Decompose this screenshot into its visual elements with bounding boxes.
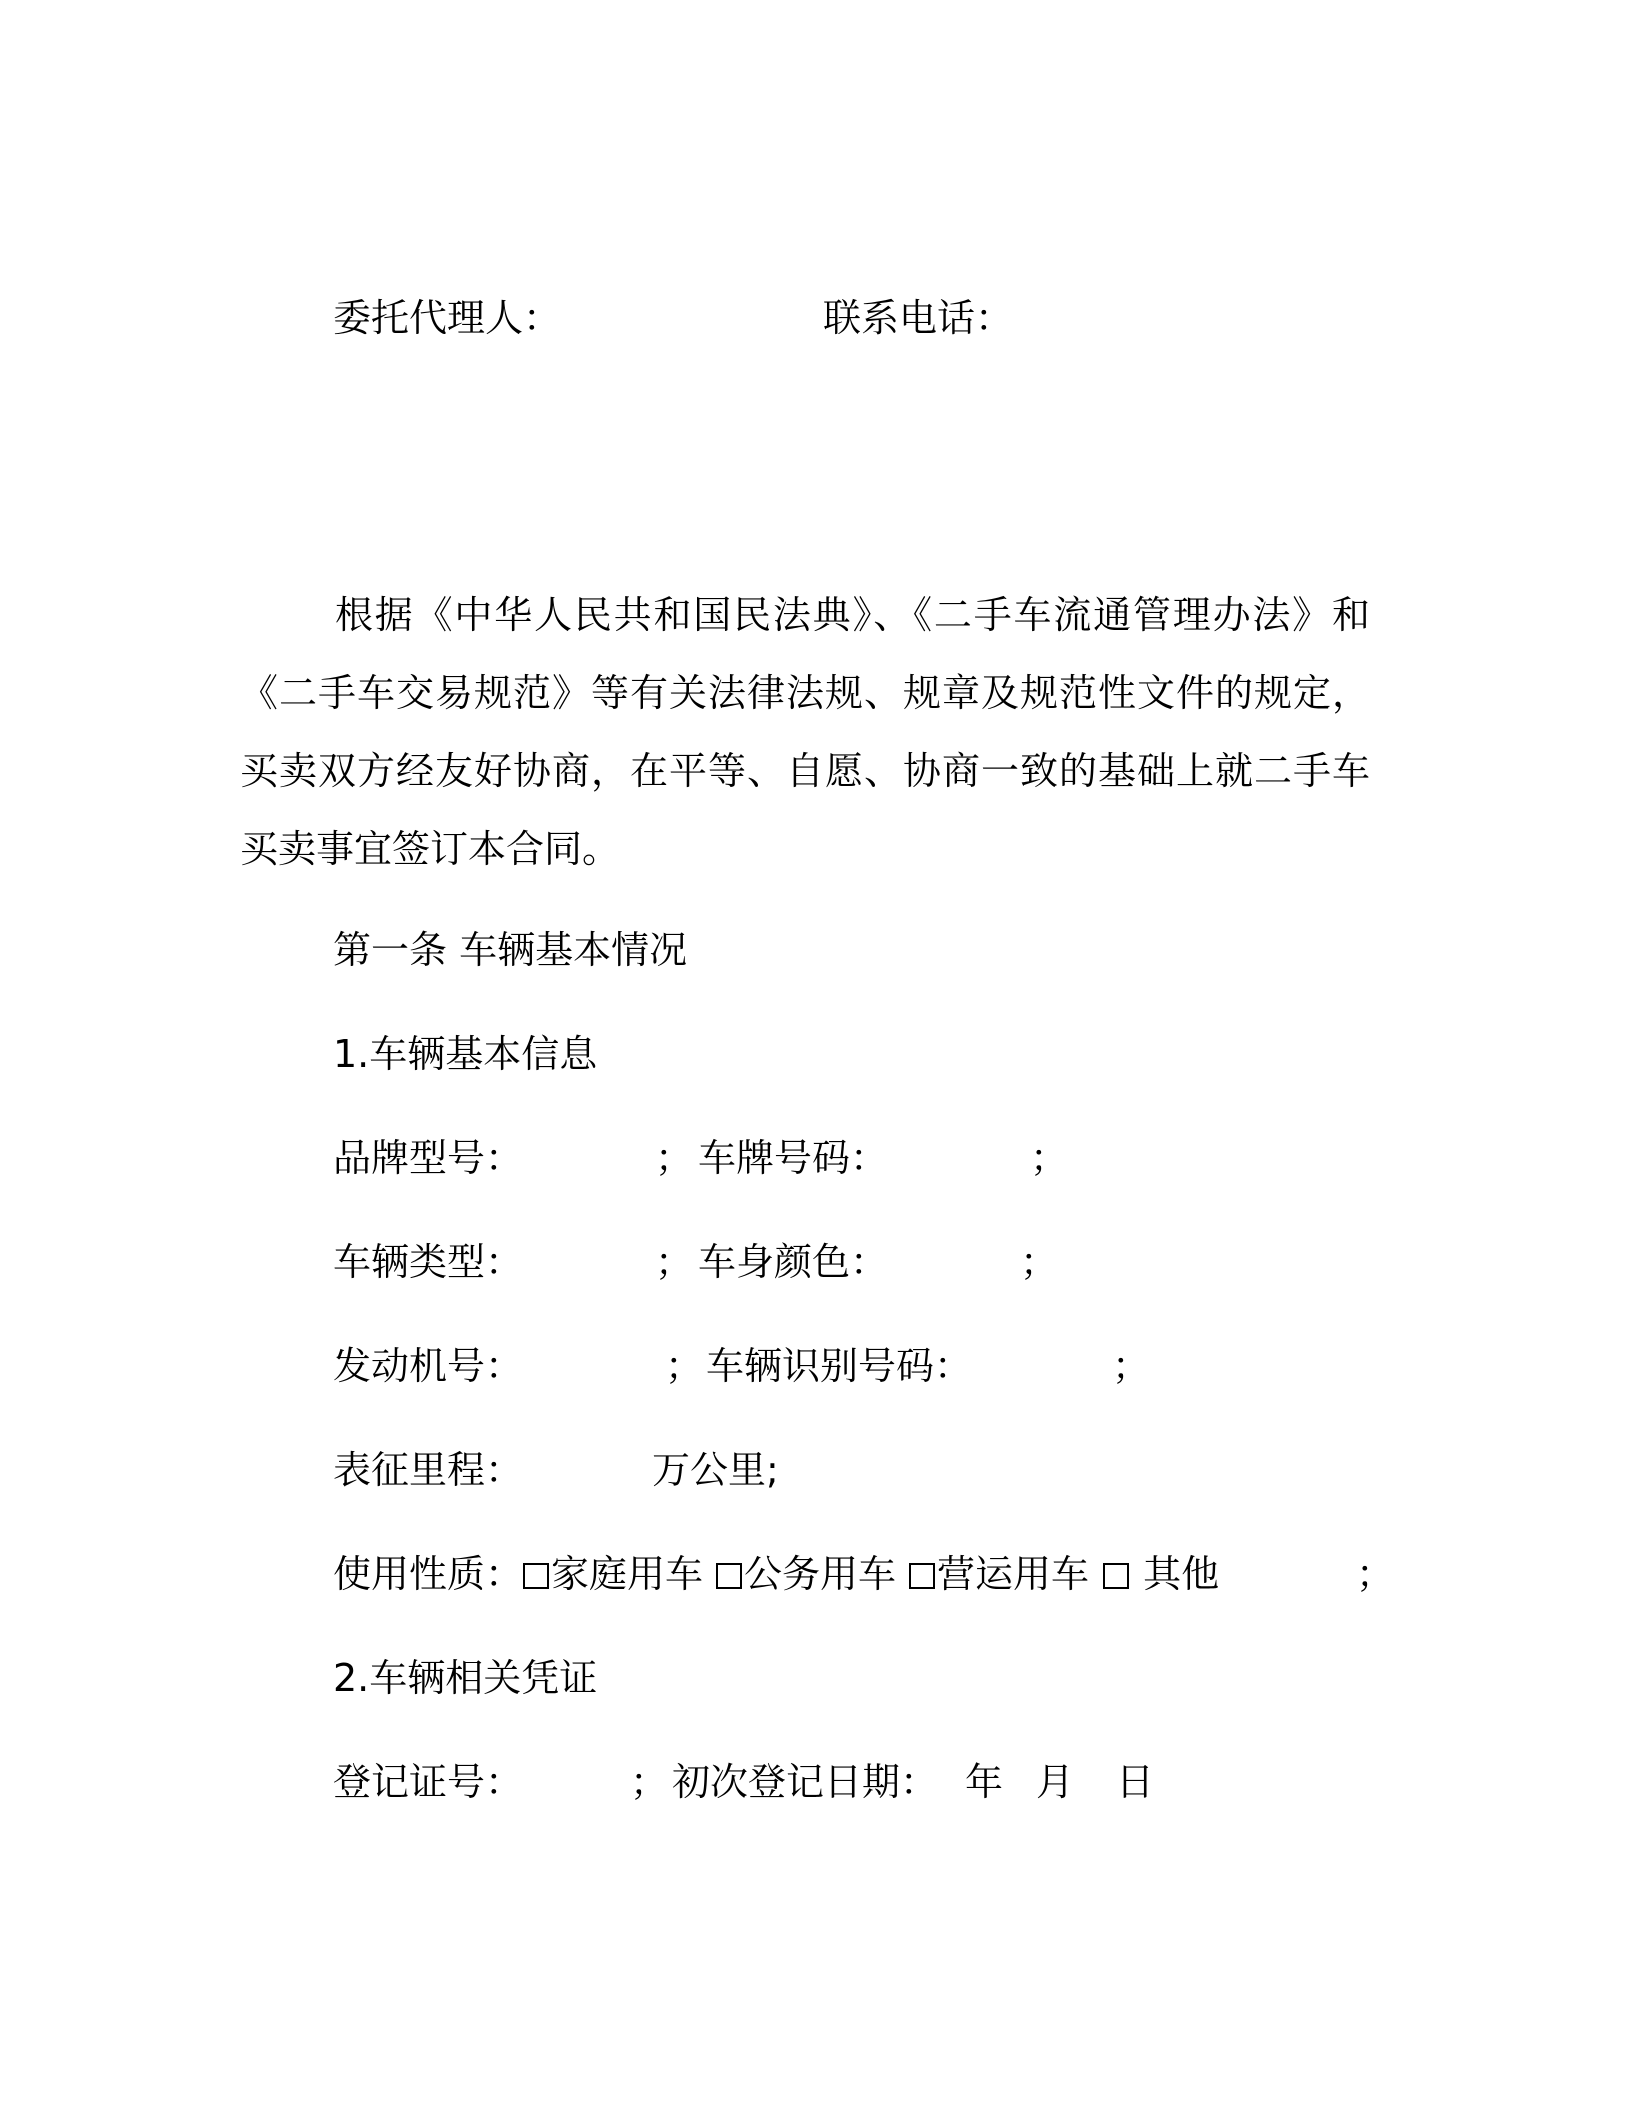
usage-option-other[interactable]: 其他 xyxy=(1103,1552,1219,1596)
checkbox-icon xyxy=(1103,1563,1129,1589)
vin-label: 车辆识别号码： xyxy=(706,1344,973,1388)
plate-label: 车牌号码： xyxy=(698,1136,889,1180)
checkbox-icon xyxy=(716,1563,742,1589)
mileage-unit: 万公里; xyxy=(652,1448,779,1492)
day-label: 日 xyxy=(1116,1760,1155,1804)
type-label: 车辆类型： xyxy=(333,1240,524,1284)
phone-label: 联系电话： xyxy=(823,296,1014,340)
semicolon: ； xyxy=(1020,1240,1059,1284)
usage-option-family[interactable]: 家庭用车 xyxy=(523,1552,703,1596)
checkbox-icon xyxy=(909,1563,935,1589)
engine-label: 发动机号： xyxy=(333,1344,524,1388)
first-reg-label: 初次登记日期： xyxy=(672,1760,939,1804)
section-1-title: 1.车辆基本信息 xyxy=(333,1032,598,1076)
color-label: 车身颜色： xyxy=(698,1240,889,1284)
semicolon: ； xyxy=(665,1344,704,1388)
usage-label: 使用性质： xyxy=(333,1552,524,1596)
mileage-label: 表征里程： xyxy=(333,1448,524,1492)
section-2-title: 2.车辆相关凭证 xyxy=(333,1656,598,1700)
month-label: 月 xyxy=(1036,1760,1075,1804)
agent-label: 委托代理人： xyxy=(333,296,562,340)
semicolon: ； xyxy=(655,1136,694,1180)
intro-paragraph: 根据《中华人民共和国民法典》、《二手车流通管理办法》和《二手车交易规范》等有关法律法规、规章及规范性文件的规定，买卖双方经友好协商，在平等、自愿、协商一致的基础上就二手车买卖事宜签订本合同。 xyxy=(240,593,1370,871)
usage-option-official[interactable]: 公务用车 xyxy=(716,1552,896,1596)
semicolon: ； xyxy=(655,1240,694,1284)
checkbox-icon xyxy=(523,1563,549,1589)
article-title: 第一条 车辆基本情况 xyxy=(333,928,688,972)
semicolon: ； xyxy=(1356,1552,1395,1596)
year-label: 年 xyxy=(965,1760,1004,1804)
usage-option-commercial[interactable]: 营运用车 xyxy=(909,1552,1089,1596)
brand-label: 品牌型号： xyxy=(333,1136,524,1180)
semicolon: ； xyxy=(1030,1136,1069,1180)
semicolon: ； xyxy=(1112,1344,1151,1388)
reg-cert-label: 登记证号： xyxy=(333,1760,524,1804)
semicolon: ； xyxy=(630,1760,669,1804)
